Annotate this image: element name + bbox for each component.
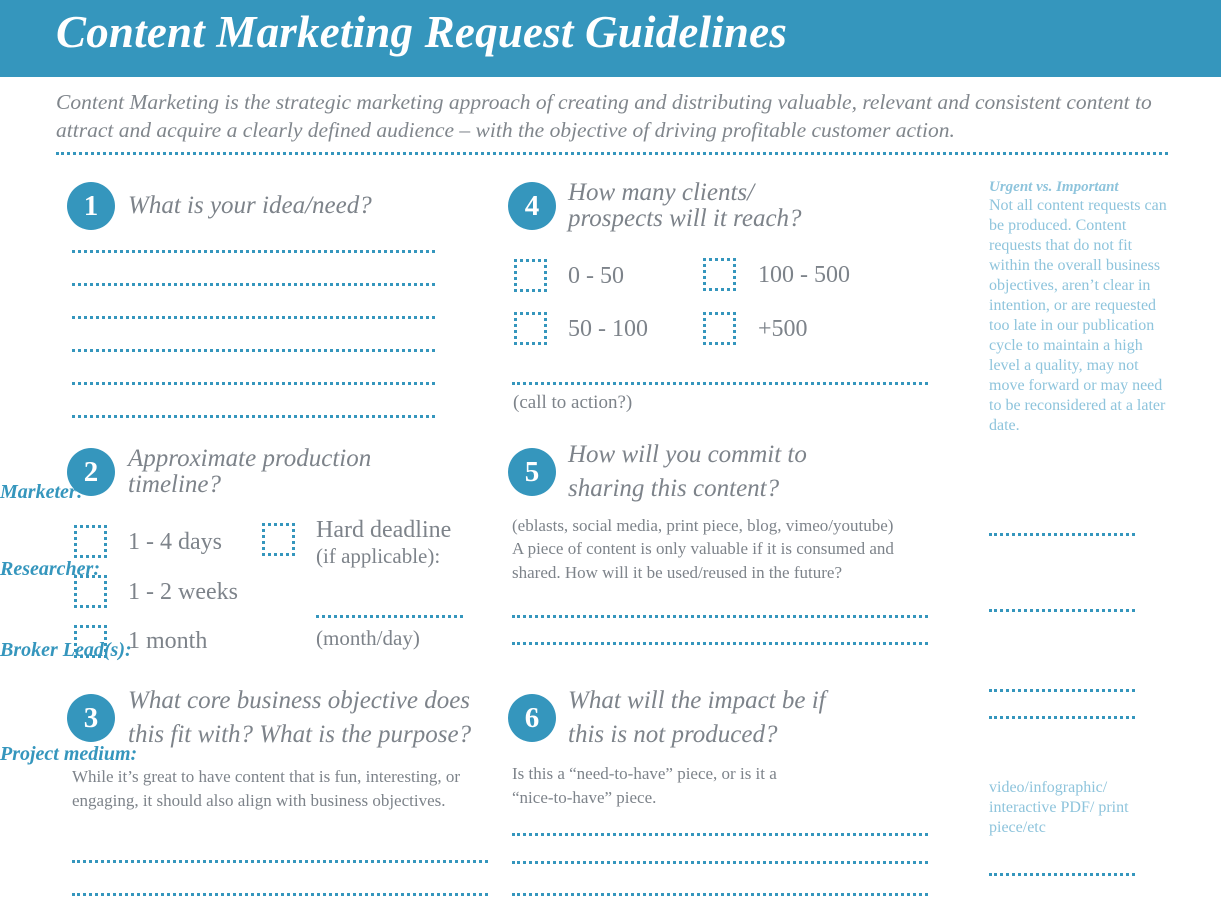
- s6-answer-line-2[interactable]: [512, 861, 928, 864]
- s2-question-line-2: timeline?: [128, 471, 222, 498]
- s5-description: A piece of content is only valuable if it is consumed and shared. How will it be used/reused in the future?: [512, 539, 894, 582]
- reach-0-50-label: 0 - 50: [568, 263, 624, 289]
- s6-answer-line-1[interactable]: [512, 833, 928, 836]
- s1-answer-line-2[interactable]: [72, 283, 435, 286]
- s3-answer-line-1[interactable]: [72, 860, 488, 863]
- s3-question-line-1: What core business objective does: [128, 687, 471, 714]
- s1-answer-line-3[interactable]: [72, 316, 435, 319]
- hard-deadline-label: Hard deadline: [316, 517, 452, 543]
- deadline-hint: (month/day): [316, 626, 420, 650]
- s5-question-line-1: How will you commit to: [568, 441, 807, 468]
- reach-100-500-checkbox[interactable]: [703, 258, 736, 291]
- s1-question: What is your idea/need?: [128, 192, 372, 219]
- reach-500-plus-checkbox[interactable]: [703, 312, 736, 345]
- s2-question-line-1: Approximate production: [128, 445, 372, 472]
- step-6-badge: 6: [508, 694, 556, 742]
- researcher-line[interactable]: [989, 609, 1135, 612]
- s3-answer-line-2[interactable]: [72, 893, 488, 896]
- reach-50-100-checkbox[interactable]: [514, 312, 547, 345]
- header-banner: [0, 0, 1221, 77]
- s6-answer-line-3[interactable]: [512, 893, 928, 896]
- cta-hint: (call to action?): [513, 392, 633, 413]
- s1-answer-line-4[interactable]: [72, 349, 435, 352]
- timeline-1-4-days-label: 1 - 4 days: [128, 529, 222, 555]
- step-2-badge: 2: [67, 448, 115, 496]
- marketer-line[interactable]: [989, 533, 1135, 536]
- reach-100-500-label: 100 - 500: [758, 262, 850, 288]
- s5-answer-line-2[interactable]: [512, 642, 928, 645]
- timeline-1-month-label: 1 month: [128, 628, 208, 654]
- s5-answer-line-1[interactable]: [512, 615, 928, 618]
- project-medium-label: Project medium:: [0, 743, 138, 765]
- cta-answer-line[interactable]: [512, 382, 928, 385]
- broker-line-2[interactable]: [989, 716, 1135, 719]
- s3-description: While it’s great to have content that is fun, interesting, or engaging, it should also align with business objectives.: [72, 767, 461, 810]
- s4-question-line-1: How many clients/: [568, 179, 755, 206]
- s1-answer-line-5[interactable]: [72, 382, 435, 385]
- reach-500-plus-label: +500: [758, 316, 808, 342]
- step-5-badge: 5: [508, 448, 556, 496]
- step-4-badge: 4: [508, 182, 556, 230]
- urgent-note-title: Urgent vs. Important: [989, 179, 1119, 195]
- broker-leads-label: Broker Lead(s):: [0, 639, 132, 661]
- s1-answer-line-6[interactable]: [72, 415, 435, 418]
- s5-question-line-2: sharing this content?: [568, 475, 780, 502]
- s3-question-line-2: this fit with? What is the purpose?: [128, 721, 472, 748]
- timeline-1-4-days-checkbox[interactable]: [74, 525, 107, 558]
- header-divider: [56, 152, 1168, 155]
- step-1-badge: 1: [67, 182, 115, 230]
- s4-question-line-2: prospects will it reach?: [568, 205, 802, 232]
- deadline-date-line[interactable]: [316, 615, 463, 618]
- broker-line-1[interactable]: [989, 689, 1135, 692]
- reach-50-100-label: 50 - 100: [568, 316, 648, 342]
- project-medium-line[interactable]: [989, 873, 1135, 876]
- page-title: Content Marketing Request Guidelines: [56, 7, 788, 57]
- timeline-1-2-weeks-label: 1 - 2 weeks: [128, 579, 238, 605]
- s6-question-line-2: this is not produced?: [568, 721, 778, 748]
- hard-deadline-checkbox[interactable]: [262, 523, 295, 556]
- step-3-badge: 3: [67, 694, 115, 742]
- project-medium-hint: video/infographic/ interactive PDF/ print piece/etc: [989, 779, 1129, 836]
- intro-text: Content Marketing is the strategic marketing approach of creating and distributing valuable, relevant and consistent content to attract and acquire a clearly defined audience – with the objective of driving profitable customer action.: [56, 90, 1152, 142]
- s1-answer-line-1[interactable]: [72, 250, 435, 253]
- hard-deadline-sub: (if applicable):: [316, 544, 441, 568]
- s6-question-line-1: What will the impact be if: [568, 687, 826, 714]
- marketer-label: Marketer:: [0, 481, 84, 503]
- researcher-label: Researcher:: [0, 558, 100, 580]
- s5-channels: (eblasts, social media, print piece, blog, vimeo/youtube): [512, 516, 894, 535]
- s6-description: Is this a “need-to-have” piece, or is it a “nice-to-have” piece.: [512, 764, 777, 807]
- urgent-note-body: Not all content requests can be produced. Content requests that do not fit within the overall business objectives, aren’t clear in intention, or are requested too late in our publication cycle to maintain a high level a quality, may not move forward or may need to be reconsidered at a later date.: [989, 197, 1167, 434]
- reach-0-50-checkbox[interactable]: [514, 259, 547, 292]
